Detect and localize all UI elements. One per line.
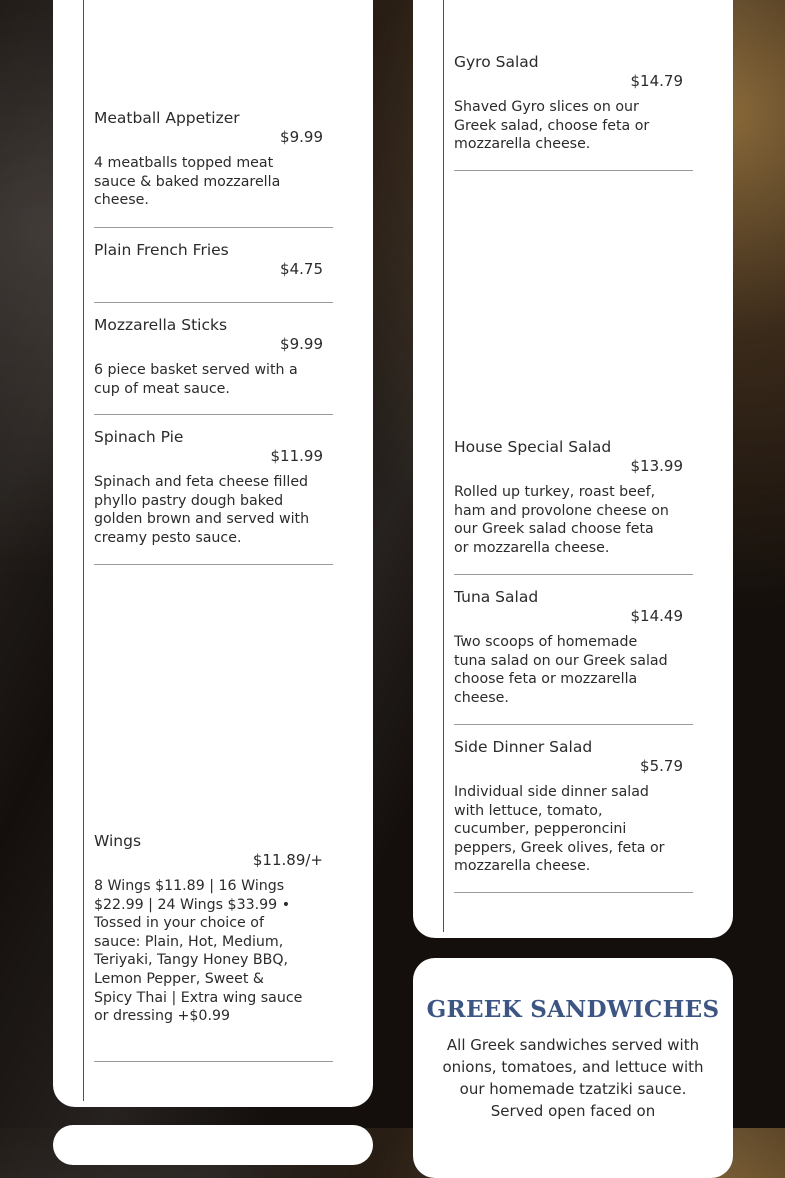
item-divider	[454, 170, 693, 171]
greek-sandwiches-card	[413, 958, 733, 1178]
item-description: Spinach and feta cheese filled phyllo pastry dough baked golden brown and served with creamy pesto sauce.	[94, 474, 310, 546]
item-divider	[454, 892, 693, 893]
item-price: $9.99	[280, 128, 323, 146]
item-divider	[94, 1061, 333, 1062]
item-divider	[94, 227, 333, 228]
item-divider	[94, 302, 333, 303]
item-description: Two scoops of homemade tuna salad on our Greek salad choose feta or mozzarella cheese.	[454, 634, 668, 706]
section-title: GREEK SANDWICHES	[426, 996, 720, 1023]
item-divider	[94, 414, 333, 415]
item-price: $4.75	[280, 260, 323, 278]
item-price: $11.89/+	[252, 851, 323, 869]
item-price: $14.49	[630, 607, 683, 625]
next-card	[53, 1125, 373, 1165]
item-divider	[454, 724, 693, 725]
item-divider	[94, 564, 333, 565]
item-divider	[454, 574, 693, 575]
item-description: 6 piece basket served with a cup of meat sauce.	[94, 362, 298, 397]
item-price: $13.99	[630, 457, 683, 475]
item-name: Meatball Appetizer	[94, 109, 240, 127]
item-price: $14.79	[630, 72, 683, 90]
item-name: Spinach Pie	[94, 428, 184, 446]
appetizers-card	[53, 0, 373, 1107]
item-price: $9.99	[280, 335, 323, 353]
section-description: All Greek sandwiches served with onions, tomatoes, and lettuce with our homemade tzatziki sauce. Served open faced on	[442, 1036, 704, 1120]
salads-card	[413, 0, 733, 938]
item-name: Gyro Salad	[454, 53, 539, 71]
column-rule	[443, 0, 444, 932]
item-name: Mozzarella Sticks	[94, 316, 228, 334]
item-name: Side Dinner Salad	[454, 738, 593, 756]
item-price: $5.79	[640, 757, 683, 775]
item-price: $11.99	[270, 447, 323, 465]
item-description: Shaved Gyro slices on our Greek salad, choose feta or mozzarella cheese.	[454, 99, 650, 153]
item-name: Plain French Fries	[94, 241, 229, 259]
item-name: House Special Salad	[454, 438, 612, 456]
item-name: Wings	[94, 832, 142, 850]
item-description: Individual side dinner salad with lettuce, tomato, cucumber, pepperoncini peppers, Greek olives, feta or mozzarella cheese.	[454, 784, 665, 875]
item-name: Tuna Salad	[454, 588, 539, 606]
item-description: 8 Wings $11.89 | 16 Wings $22.99 | 24 Wings $33.99 • Tossed in your choice of sauce: Plain, Hot, Medium, Teriyaki, Tangy Honey BBQ, Lemon Pepper, Sweet & Spicy Thai | Extra wing sauce or dressing +$0.99	[94, 878, 303, 1025]
column-rule	[83, 0, 84, 1101]
item-description: 4 meatballs topped meat sauce & baked mozzarella cheese.	[94, 155, 281, 209]
item-description: Rolled up turkey, roast beef, ham and provolone cheese on our Greek salad choose feta or mozzarella cheese.	[454, 484, 669, 556]
